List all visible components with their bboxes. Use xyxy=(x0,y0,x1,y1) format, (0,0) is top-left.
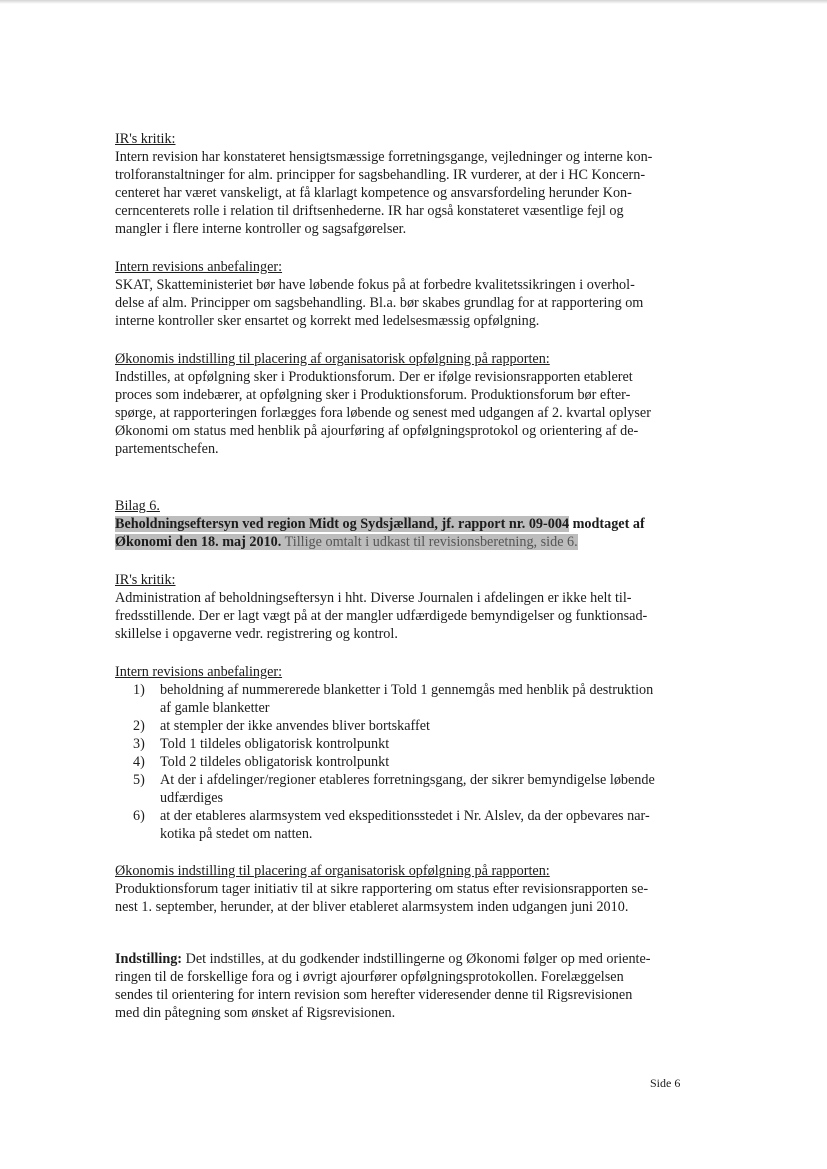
list-text: udfærdiges xyxy=(160,790,224,806)
text-line: sendes til orientering for intern revision som herefter videresender denne til Rigsrevisionen xyxy=(115,987,633,1003)
text-line: Indstilles, at opfølgning sker i Produktionsforum. Der er ifølge revisionsrapporten etableret xyxy=(115,369,633,385)
text-line: spørge, at rapporteringen forlægges fora løbende og senest med udgangen af 2. kvartal oplyser xyxy=(115,405,651,421)
list-item xyxy=(115,717,715,735)
list-text: Told 2 tildeles obligatorisk kontrolpunkt xyxy=(160,754,390,770)
indstilling-label: Indstilling: xyxy=(115,951,183,967)
page-number: Side 6 xyxy=(650,1076,681,1090)
list-item xyxy=(115,735,715,753)
list-number: 2) xyxy=(133,718,145,734)
text-line: fredsstillende. Der er lagt vægt på at der mangler udfærdigede bemyndigelser og funktionsad- xyxy=(115,608,648,624)
list-item xyxy=(115,681,715,717)
list-text: kotika på stedet om natten. xyxy=(160,826,313,842)
text-line: delse af alm. Principper om sagsbehandling. Bl.a. bør skabes grundlag for at rapportering om xyxy=(115,295,644,311)
text-line: SKAT, Skatteministeriet bør have løbende fokus på at forbedre kvalitetssikringen i overhol- xyxy=(115,277,635,293)
section-oekonomi-indstilling-2 xyxy=(115,862,715,916)
text-line: ringen til de forskellige fora og i øvrigt ajourfører opfølgningsprotokollen. Forelæggelsen xyxy=(115,969,624,985)
bilag-date-bold: Økonomi den 18. maj 2010. xyxy=(115,534,282,550)
list-number: 6) xyxy=(133,808,145,824)
list-text: Told 1 tildeles obligatorisk kontrolpunkt xyxy=(160,736,390,752)
list-text: beholdning af nummererede blanketter i Told 1 gennemgås med henblik på destruktion xyxy=(160,682,654,698)
list-number: 4) xyxy=(133,754,145,770)
text-line: nest 1. september, herunder, at der bliver etableret alarmsystem inden udgangen juni 2010. xyxy=(115,899,629,915)
text-line: partementschefen. xyxy=(115,441,219,457)
text-line: Administration af beholdningseftersyn i hht. Diverse Journalen i afdelingen er ikke helt til- xyxy=(115,590,632,606)
section-heading: IR's kritik: xyxy=(115,572,176,588)
section-heading: Intern revisions anbefalinger: xyxy=(115,664,283,680)
section-ir-kritik-1 xyxy=(115,130,715,238)
list-text: at der etableres alarmsystem ved ekspeditionsstedet i Nr. Alslev, da der opbevares nar- xyxy=(160,808,650,824)
bilag-title-line xyxy=(115,533,715,551)
text-line: trolforanstaltninger for alm. principper for sagsbehandling. IR vurderer, at der i HC Koncern- xyxy=(115,167,646,183)
list-item xyxy=(115,807,715,843)
bilag-title-bold: Beholdningseftersyn ved region Midt og Sydsjælland, jf. rapport nr. 09-004 xyxy=(115,516,570,532)
section-ir-kritik-2 xyxy=(115,571,715,643)
text-line: proces som indebærer, at opfølgning sker i Produktionsforum. Produktionsforum bør efter- xyxy=(115,387,631,403)
bilag-title-line xyxy=(115,515,715,533)
list-item xyxy=(115,753,715,771)
section-anbefalinger-1 xyxy=(115,258,715,330)
section-heading: Økonomis indstilling til placering af organisatorisk opfølgning på rapporten: xyxy=(115,351,550,367)
list-text: af gamle blanketter xyxy=(160,700,270,716)
text-line: Økonomi om status med henblik på ajourføring af opfølgningsprotokol og orientering af de- xyxy=(115,423,639,439)
text-line: mangler i flere interne kontroller og sagsafgørelser. xyxy=(115,221,407,237)
text-line: Produktionsforum tager initiativ til at sikre rapportering om status efter revisionsrapporten se- xyxy=(115,881,649,897)
bilag-label: Bilag 6. xyxy=(115,498,160,514)
recommendation-list xyxy=(115,681,715,843)
text-line: cerncenterets rolle i relation til driftsenhederne. IR har også konstateret væsentlige fejl og xyxy=(115,203,624,219)
text-line: med din påtegning som ønsket af Rigsrevisionen. xyxy=(115,1005,396,1021)
section-heading: Økonomis indstilling til placering af organisatorisk opfølgning på rapporten: xyxy=(115,863,550,879)
text-line: Det indstilles, at du godkender indstillingerne og Økonomi følger op med oriente- xyxy=(182,951,651,967)
list-number: 1) xyxy=(133,682,145,698)
section-oekonomi-indstilling-1 xyxy=(115,350,715,458)
list-text: at stempler der ikke anvendes bliver bortskaffet xyxy=(160,718,430,734)
indstilling-first-line xyxy=(115,950,715,968)
text-line: centeret har været vanskeligt, at få klarlagt kompetence og ansvarsfordeling herunder Kon- xyxy=(115,185,632,201)
text-line: skillelse i opgaverne vedr. registrering og kontrol. xyxy=(115,626,398,642)
section-heading: Intern revisions anbefalinger: xyxy=(115,259,283,275)
list-text: At der i afdelinger/regioner etableres forretningsgang, der sikrer bemyndigelse løbende xyxy=(160,772,655,788)
text-line: Intern revision har konstateret hensigtsmæssige forretningsgange, vejledninger og interne kon- xyxy=(115,149,653,165)
text-line: interne kontroller sker ensartet og korrekt med ledelsesmæssig opfølgning. xyxy=(115,313,540,329)
section-indstilling xyxy=(115,950,715,1022)
section-bilag xyxy=(115,497,715,551)
section-heading: IR's kritik: xyxy=(115,131,176,147)
section-anbefalinger-2 xyxy=(115,663,715,843)
list-item xyxy=(115,771,715,807)
bilag-note: Tillige omtalt i udkast til revisionsberetning, side 6. xyxy=(281,534,578,550)
list-number: 5) xyxy=(133,772,145,788)
scan-edge xyxy=(0,0,827,4)
list-number: 3) xyxy=(133,736,145,752)
bilag-title-rest: modtaget af xyxy=(569,516,645,532)
